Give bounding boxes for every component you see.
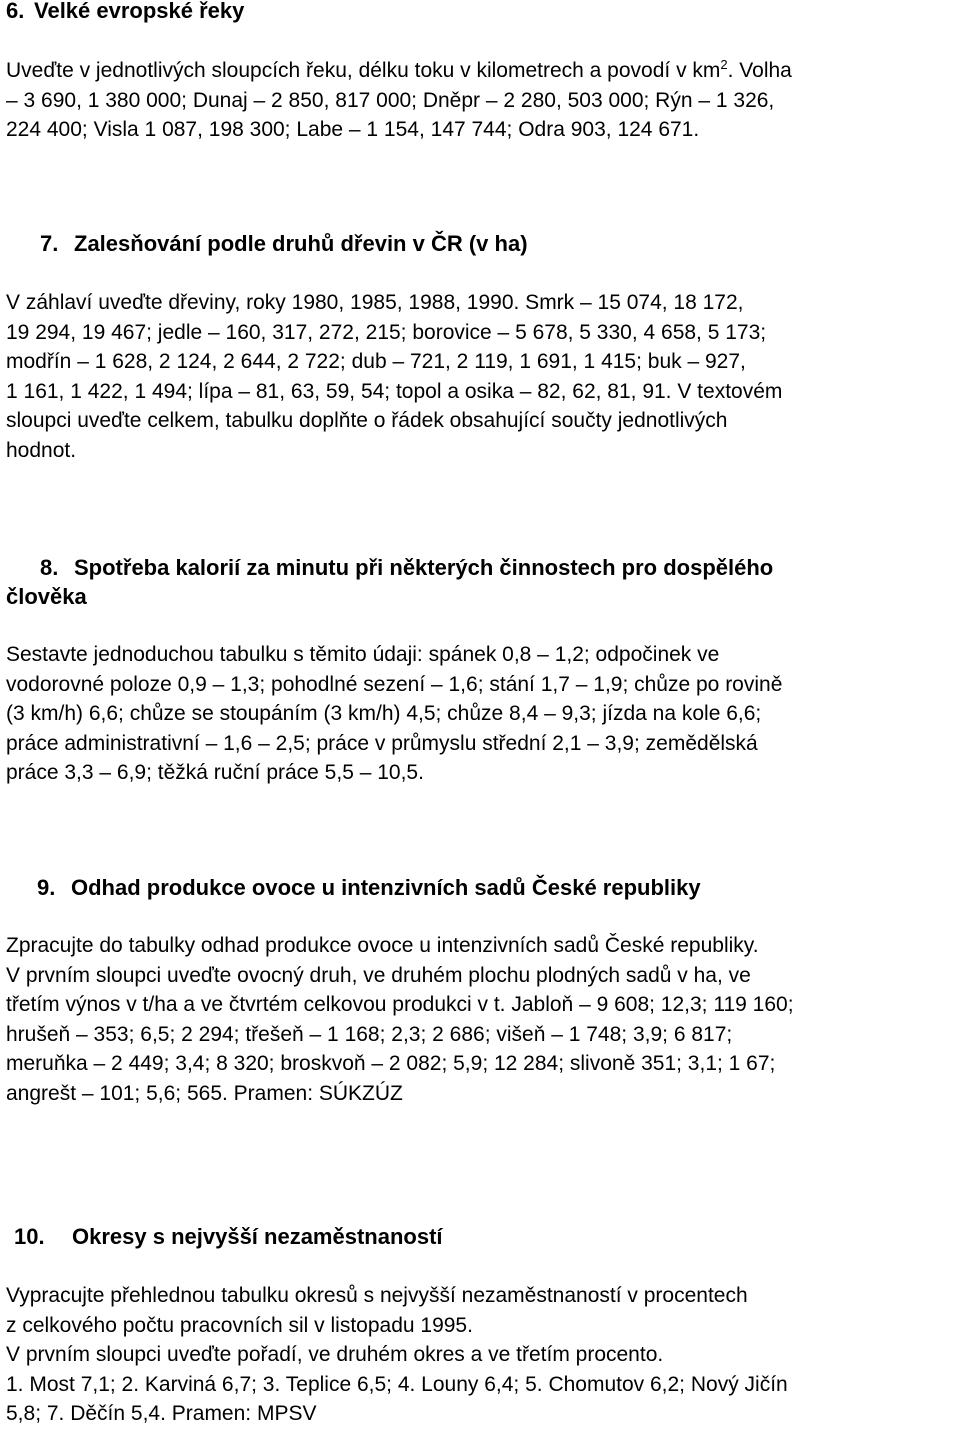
text-line: 5,8; 7. Děčín 5,4. Pramen: MPSV xyxy=(6,1402,317,1425)
text-line: 224 400; Visla 1 087, 198 300; Labe – 1 154, 147 744; Odra 903, 124 671. xyxy=(6,118,700,141)
section-number: 6. xyxy=(6,0,25,23)
text-line: Zpracujte do tabulky odhad produkce ovoce u intenzivních sadů České republiky. xyxy=(6,934,759,957)
section-title: Velké evropské řeky xyxy=(34,0,245,23)
text-line: sloupci uveďte celkem, tabulku doplňte o řádek obsahující součty jednotlivých xyxy=(6,409,728,432)
section-8-heading-cont xyxy=(6,582,87,611)
text-line: V záhlaví uveďte dřeviny, roky 1980, 1985, 1988, 1990. Smrk – 15 074, 18 172, xyxy=(6,291,744,314)
text-line: z celkového počtu pracovních sil v listopadu 1995. xyxy=(6,1313,473,1337)
text-line: hrušeň – 353; 6,5; 2 294; třešeň – 1 168; 2,3; 2 686; višeň – 1 748; 3,9; 6 817; xyxy=(6,1022,733,1046)
text-line: práce administrativní – 1,6 – 2,5; práce v průmyslu střední 2,1 – 3,9; zemědělská xyxy=(6,731,758,755)
section-9-text xyxy=(6,931,958,1108)
section-number: 10. xyxy=(14,1224,45,1249)
section-title: Zalesňování podle druhů dřevin v ČR (v ha) xyxy=(74,231,528,256)
text-line: V prvním sloupci uveďte ovocný druh, ve druhém plochu plodných sadů v ha, ve xyxy=(6,963,751,987)
section-6-heading xyxy=(6,0,244,25)
text-line: hodnot. xyxy=(6,438,77,462)
section-title: Okresy s nejvyšší nezaměstnaností xyxy=(72,1224,443,1249)
section-7-heading xyxy=(40,229,528,258)
section-9-heading xyxy=(37,873,701,902)
text-line: Sestavte jednoduchou tabulku s těmito údaji: spánek 0,8 – 1,2; odpočinek ve xyxy=(6,643,720,666)
text-line: modřín – 1 628, 2 124, 2 644, 2 722; dub – 721, 2 119, 1 691, 1 415; buk – 927, xyxy=(6,350,746,373)
superscript: 2 xyxy=(720,57,728,72)
section-title: Spotřeba kalorií za minutu při některých činnostech pro dospělého xyxy=(74,555,774,580)
section-number: 9. xyxy=(37,875,56,900)
text-line: Vypracujte přehlednou tabulku okresů s nejvyšší nezaměstnaností v procentech xyxy=(6,1284,748,1307)
text-line: 19 294, 19 467; jedle – 160, 317, 272, 215; borovice – 5 678, 5 330, 4 658, 5 173; xyxy=(6,320,767,344)
section-10-heading xyxy=(14,1222,443,1251)
section-title: člověka xyxy=(6,584,87,609)
section-number: 8. xyxy=(40,555,59,580)
text-line: třetím výnos v t/ha a ve čtvrtém celkovou produkci v t. Jabloň – 9 608; 12,3; 119 160; xyxy=(6,993,794,1016)
text-line: Uveďte v jednotlivých sloupcích řeku, délku toku v kilometrech a povodí v $km^2$. Volha xyxy=(6,57,792,82)
text-line: meruňka – 2 449; 3,4; 8 320; broskvoň – 2 082; 5,9; 12 284; slivoně 351; 3,1; 1 67; xyxy=(6,1052,776,1075)
text-line: 1. Most 7,1; 2. Karviná 6,7; 3. Teplice 6,5; 4. Louny 6,4; 5. Chomutov 6,2; Nový Jičín xyxy=(6,1372,788,1396)
text-line: angrešt – 101; 5,6; 565. Pramen: SÚKZÚZ xyxy=(6,1081,403,1105)
section-8-text xyxy=(6,640,958,788)
section-number: 7. xyxy=(40,231,59,256)
section-8-heading xyxy=(40,553,773,582)
text-line: (3 km/h) 6,6; chůze se stoupáním (3 km/h) 4,5; chůze 8,4 – 9,3; jízda na kole 6,6; xyxy=(6,702,762,725)
text-line: práce 3,3 – 6,9; těžká ruční práce 5,5 – 10,5. xyxy=(6,761,424,784)
text-line: – 3 690, 1 380 000; Dunaj – 2 850, 817 000; Dněpr – 2 280, 503 000; Rýn – 1 326, xyxy=(6,88,775,112)
section-6-text xyxy=(6,56,958,145)
text-line: V prvním sloupci uveďte pořadí, ve druhém okres a ve třetím procento. xyxy=(6,1343,664,1366)
section-7-text xyxy=(6,288,958,465)
section-10-text xyxy=(6,1281,958,1429)
section-title: Odhad produkce ovoce u intenzivních sadů České republiky xyxy=(71,875,701,900)
text-line: 1 161, 1 422, 1 494; lípa – 81, 63, 59, 54; topol a osika – 82, 62, 81, 91. V textovém xyxy=(6,379,783,403)
text-line: vodorovné poloze 0,9 – 1,3; pohodlné sezení – 1,6; stání 1,7 – 1,9; chůze po rovině xyxy=(6,672,783,696)
